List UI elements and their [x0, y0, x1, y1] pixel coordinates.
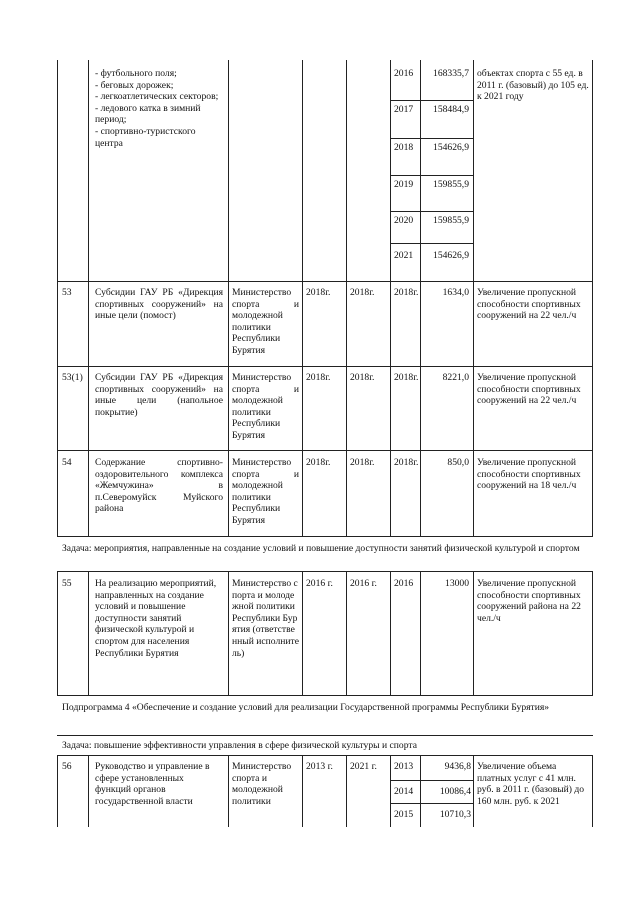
start-date: 2016 г. [306, 578, 333, 589]
result-cell: Увеличение пропускной способности спортивных сооружений на 22 чел./ч [477, 372, 581, 407]
amount-cell: 159855,9 [433, 215, 469, 226]
result-cell: Увеличение пропускной способности спортивных сооружений на 22 чел./ч [477, 287, 581, 322]
start-date: 2018г. [306, 287, 331, 298]
table-rule [57, 281, 593, 282]
table-rule [390, 138, 473, 139]
year-cell: 2018г. [394, 372, 419, 383]
result-cell: Увеличение пропускной способности спортивных сооружений района на 22 чел./ч [477, 578, 581, 624]
end-date: 2018г. [350, 287, 375, 298]
row-number: 53 [62, 287, 72, 298]
year-cell: 2017 [394, 104, 414, 115]
table-rule [57, 571, 593, 572]
table-rule [592, 755, 593, 827]
table-rule [420, 755, 421, 827]
table-rule [592, 571, 593, 695]
table-rule [57, 450, 593, 451]
table-rule [390, 100, 473, 101]
end-date: 2021 г. [350, 761, 377, 772]
table-rule [88, 755, 89, 827]
task-heading: Задача: мероприятия, направленные на создание условий и повышение доступности занятий физической культурой и спортом [62, 543, 580, 554]
executor: Министерство спорта и молодежной политики Республики Бурятия [232, 287, 299, 356]
amount-cell: 8221,0 [442, 372, 469, 383]
year-cell: 2018 [394, 142, 414, 153]
table-rule [228, 60, 229, 536]
table-rule [420, 571, 421, 695]
table-rule [57, 536, 593, 537]
year-cell: 2020 [394, 215, 414, 226]
table-rule [88, 571, 89, 695]
continuation-result-cell: объектах спорта с 55 ед. в 2011 г. (базовый) до 105 ед. к 2021 году [477, 68, 589, 103]
row-number: 54 [62, 457, 72, 468]
amount-cell: 158484,9 [433, 104, 469, 115]
measure-name: На реализацию мероприятий, направленных на создание условий и повышение доступности занятий физической культурой и спортом для населения Республики Бурятия [95, 578, 217, 659]
amount-cell: 850,0 [447, 457, 469, 468]
table-rule [390, 571, 391, 695]
table-rule [228, 755, 229, 827]
amount-cell: 159855,9 [433, 179, 469, 190]
continuation-name-cell: - футбольного поля; - беговых дорожек; - легкоатлетических секторов; - ледового катка в зимний период; - спортивно-туристского центра [95, 68, 219, 149]
table-rule [390, 175, 473, 176]
amount-cell: 13000 [445, 578, 469, 589]
year-cell: 2015 [394, 809, 414, 820]
year-cell: 2018г. [394, 457, 419, 468]
table-rule [228, 571, 229, 695]
year-cell: 2018г. [394, 287, 419, 298]
executor: Министерство спорта и молодежной политики Республики Бурятия [232, 372, 299, 441]
row-number: 55 [62, 578, 72, 589]
table-rule [302, 571, 303, 695]
table-rule [390, 755, 391, 827]
table-rule [473, 755, 474, 827]
end-date: 2016 г. [350, 578, 377, 589]
year-cell: 2016 [394, 578, 414, 589]
table-rule [390, 60, 391, 536]
amount-cell: 10086,4 [439, 786, 471, 797]
start-date: 2018г. [306, 372, 331, 383]
table-rule [390, 243, 473, 244]
year-cell: 2014 [394, 786, 414, 797]
amount-cell: 10710,3 [439, 809, 471, 820]
table-rule [88, 60, 89, 536]
subprogram-heading: Подпрограмма 4 «Обеспечение и создание условий для реализации Государственной программы Республики Бурятия» [62, 702, 550, 713]
year-cell: 2016 [394, 68, 414, 79]
table-rule [346, 755, 347, 827]
result-cell: Увеличение пропускной способности спортивных сооружений на 18 чел./ч [477, 457, 581, 492]
table-rule [57, 571, 58, 695]
executor: Министерство спорта и молодежной политики Республики Бурятия [232, 457, 299, 526]
table-rule [57, 735, 593, 736]
end-date: 2018г. [350, 457, 375, 468]
amount-cell: 168335,7 [433, 68, 469, 79]
table-rule [592, 60, 593, 536]
table-rule [302, 60, 303, 536]
table-rule [473, 571, 474, 695]
start-date: 2013 г. [306, 761, 333, 772]
year-cell: 2019 [394, 179, 414, 190]
table-rule [390, 211, 473, 212]
amount-cell: 154626,9 [433, 142, 469, 153]
row-number: 56 [62, 761, 72, 772]
table-rule [57, 695, 593, 696]
row-number: 53(1) [62, 372, 83, 383]
amount-cell: 1634,0 [442, 287, 469, 298]
table-rule [420, 60, 421, 536]
amount-cell: 154626,9 [433, 250, 469, 261]
table-rule [57, 366, 593, 367]
amount-cell: 9436,8 [444, 761, 471, 772]
year-cell: 2013 [394, 761, 414, 772]
table-rule [57, 755, 593, 756]
table-rule [390, 803, 473, 804]
measure-name: Руководство и управление в сфере установленных функций органов государственной власти [95, 761, 210, 807]
table-rule [346, 571, 347, 695]
table-rule [390, 780, 473, 781]
table-rule [57, 60, 58, 536]
start-date: 2018г. [306, 457, 331, 468]
table-rule [473, 60, 474, 536]
table-rule [346, 60, 347, 536]
measure-name: Содержание спортивно-оздоровительного комплекса «Жемчужина» в п.Северомуйск Муйского района [95, 457, 223, 515]
executor: Министерство спорта и молодежной политики [232, 761, 292, 807]
measure-name: Субсидии ГАУ РБ «Дирекция спортивных сооружений» на иные цели (помост) [95, 287, 223, 322]
task-heading: Задача: повышение эффективности управления в сфере физической культуры и спорта [62, 740, 417, 751]
result-cell: Увеличение объема платных услуг с 41 млн. руб. в 2011 г. (базовый) до 160 млн. руб. к 2021 [477, 761, 585, 807]
end-date: 2018г. [350, 372, 375, 383]
year-cell: 2021 [394, 250, 414, 261]
measure-name: Субсидии ГАУ РБ «Дирекция спортивных сооружений» на иные цели (напольное покрытие) [95, 372, 223, 418]
table-rule [57, 755, 58, 827]
executor: Министерство спорта и молодежной политики Республики Бурятия (ответственный исполнитель) [232, 578, 299, 659]
table-rule [302, 755, 303, 827]
